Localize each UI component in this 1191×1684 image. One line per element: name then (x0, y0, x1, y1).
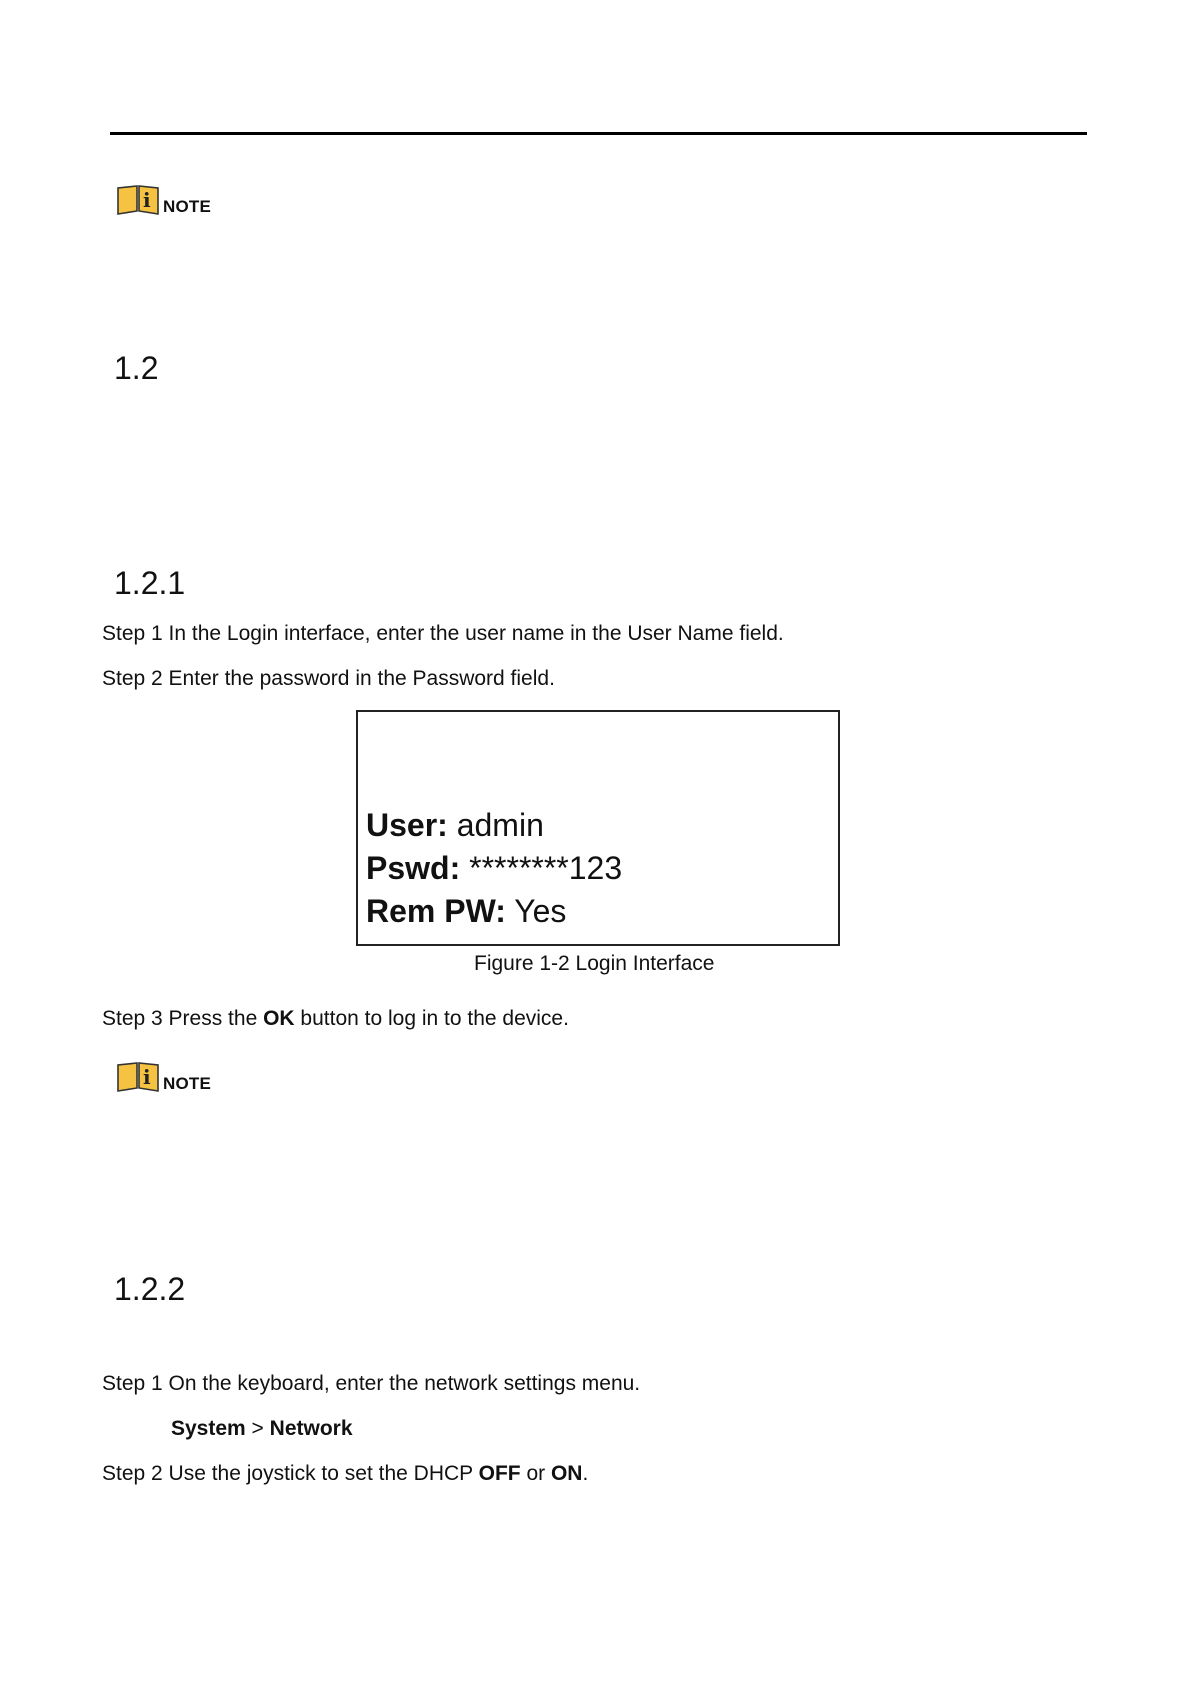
lcd-user-line (366, 808, 544, 842)
step2-mid: or (520, 1462, 551, 1485)
menu-path-system: System (171, 1417, 246, 1440)
menu-path (171, 1417, 353, 1441)
login-step-2: Step 2 Enter the password in the Password field. (102, 667, 555, 690)
lcd-rempw-label: Rem PW: (366, 893, 506, 929)
login-interface-figure (356, 710, 840, 946)
login-step-3 (102, 1007, 569, 1031)
step3-suffix: button to log in to the device. (294, 1007, 569, 1030)
menu-path-network: Network (269, 1417, 353, 1440)
section-heading-1-2: 1.2 (114, 350, 159, 386)
ok-button-ref: OK (263, 1007, 295, 1030)
svg-text:i: i (143, 1065, 151, 1089)
network-step-1: Step 1 On the keyboard, enter the network settings menu. (102, 1372, 641, 1395)
network-step-2 (102, 1462, 588, 1486)
note-book-icon (116, 184, 160, 216)
svg-text:i: i (143, 188, 151, 212)
note-callout (116, 184, 211, 216)
section-heading-1-2-2: 1.2.2 (114, 1271, 186, 1307)
dhcp-on-ref: ON (550, 1462, 583, 1485)
dhcp-off-ref: OFF (478, 1462, 521, 1485)
lcd-user-label: User: (366, 807, 448, 843)
step2-end: . (582, 1462, 589, 1485)
note-book-icon (116, 1061, 160, 1093)
login-step-1: Step 1 In the Login interface, enter the user name in the User Name field. (102, 622, 784, 645)
note-label: NOTE (163, 1074, 212, 1093)
lcd-rempw-value: Yes (505, 893, 567, 929)
menu-path-separator: > (245, 1417, 270, 1440)
step2-prefix: Step 2 Use the joystick to set the DHCP (102, 1462, 479, 1485)
lcd-password-line (366, 851, 622, 885)
lcd-password-label: Pswd: (366, 850, 461, 886)
note-label: NOTE (163, 197, 212, 216)
section-heading-1-2-1: 1.2.1 (114, 565, 186, 601)
note-callout (116, 1061, 211, 1093)
header-rule (110, 132, 1087, 135)
step3-prefix: Step 3 Press the (102, 1007, 264, 1030)
lcd-user-value: admin (447, 807, 544, 843)
lcd-rempw-line (366, 894, 566, 928)
figure-caption: Figure 1-2 Login Interface (474, 952, 715, 975)
lcd-password-value: ********123 (460, 850, 623, 886)
